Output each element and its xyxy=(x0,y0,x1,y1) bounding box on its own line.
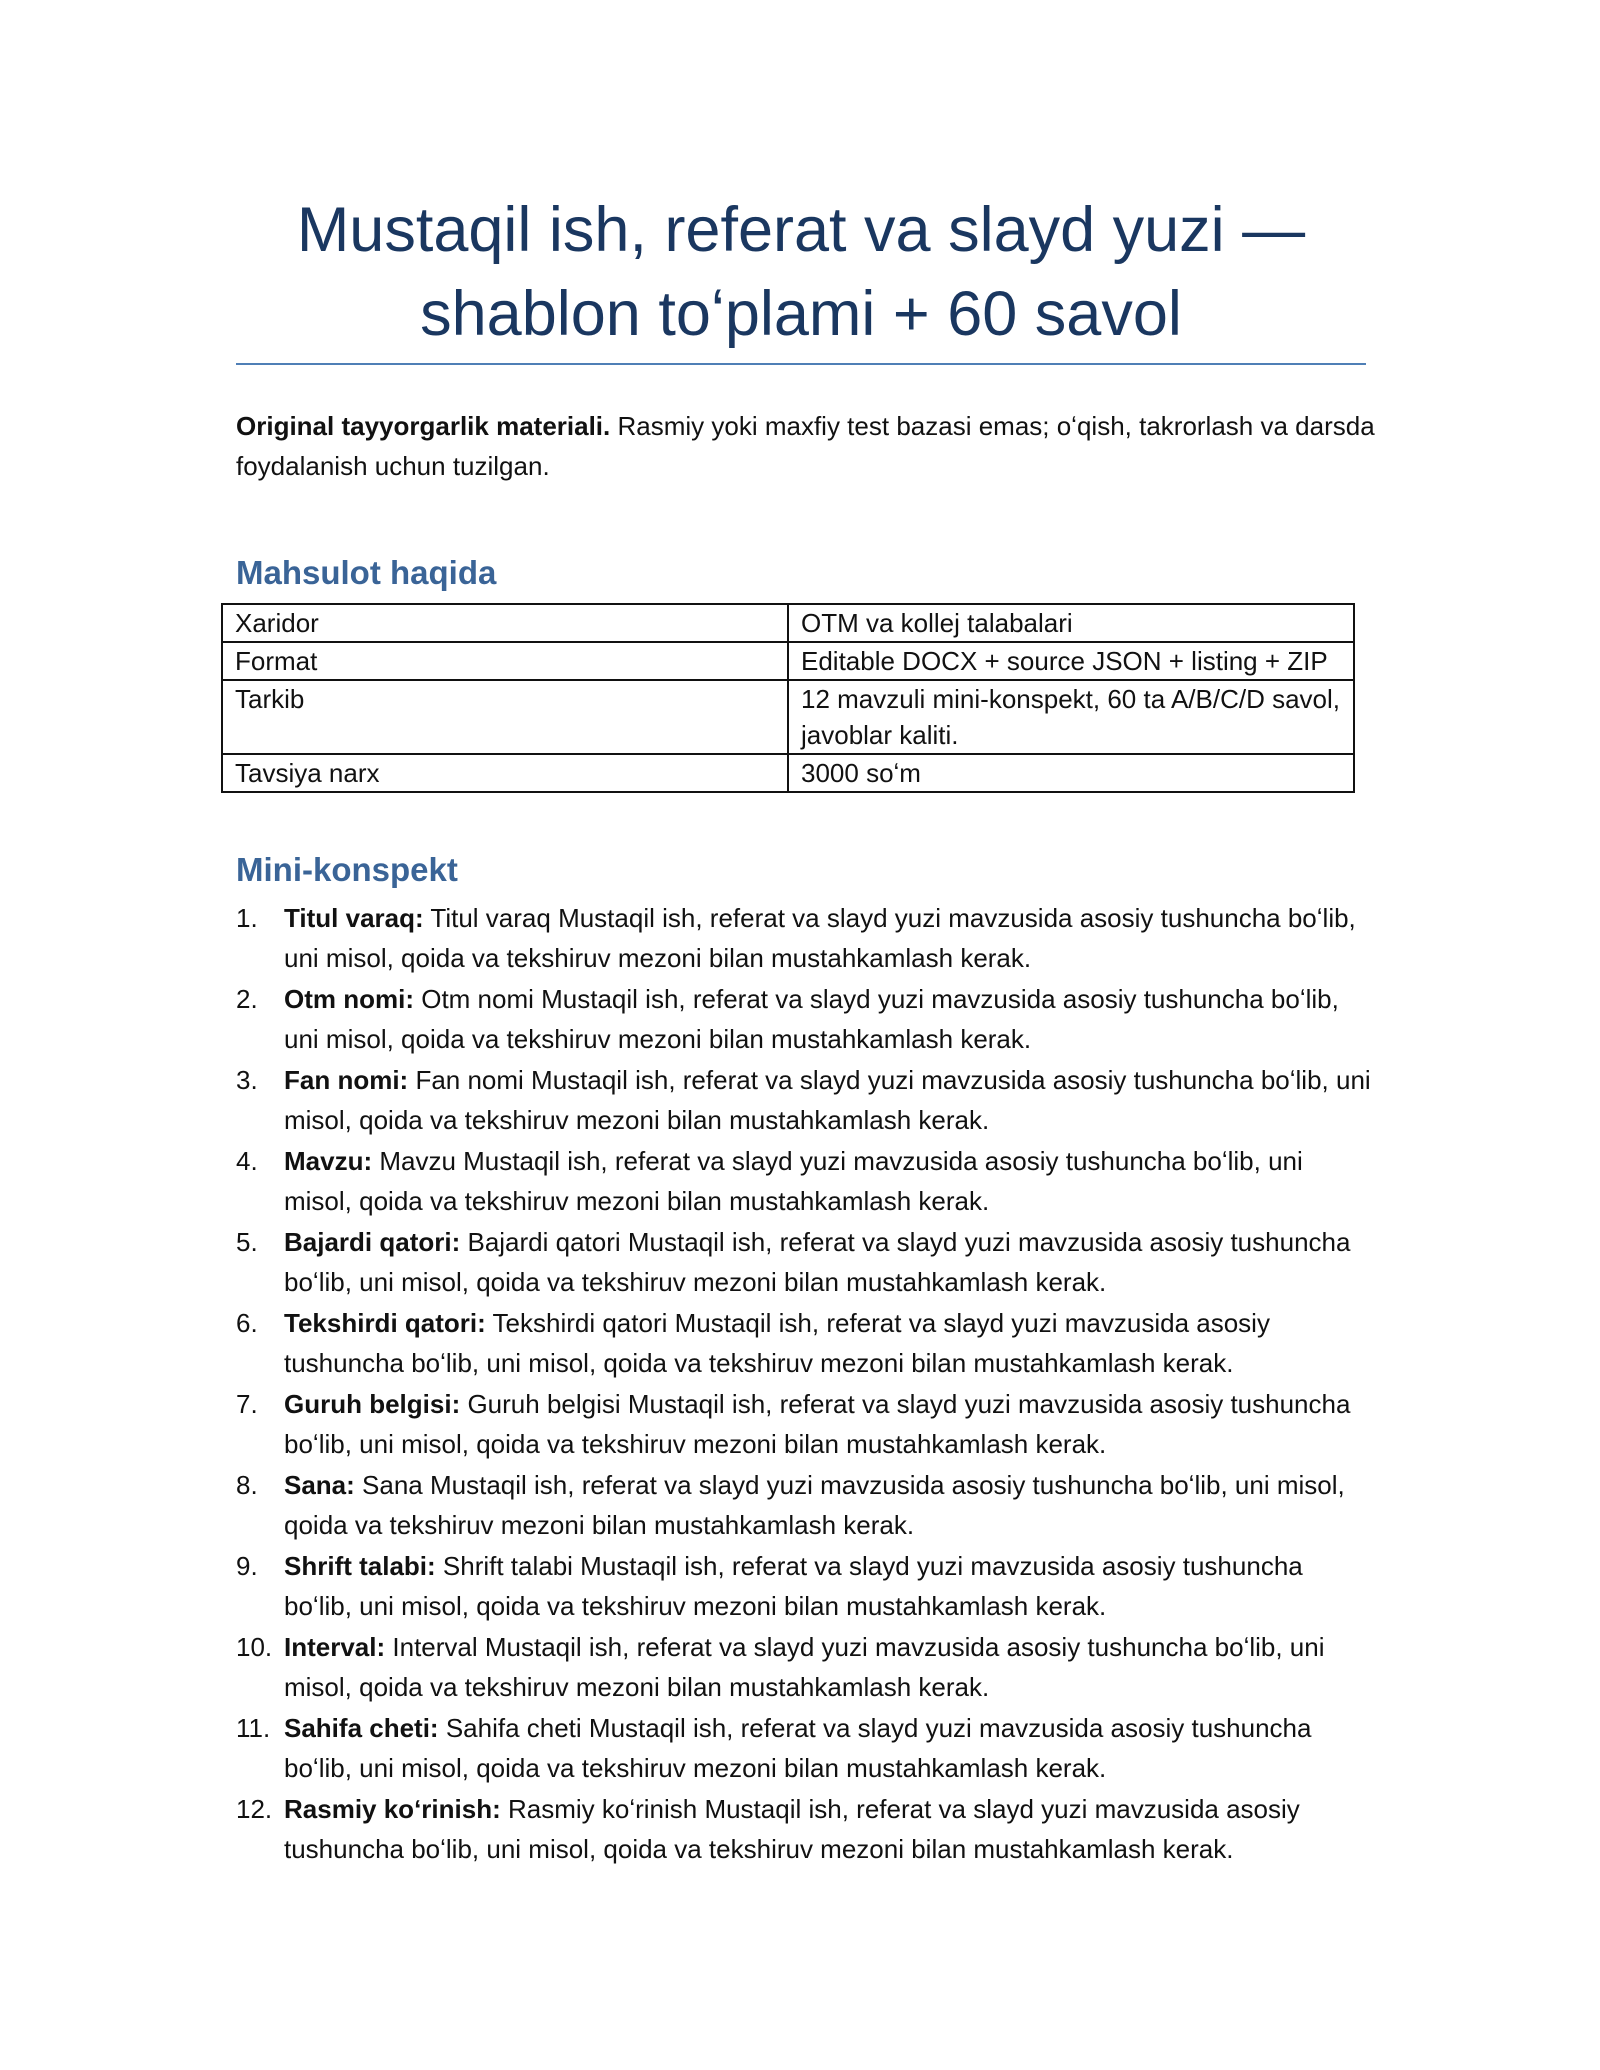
product-heading: Mahsulot haqida xyxy=(236,554,497,591)
list-text: Bajardi qatori Mustaqil ish, referat va slayd yuzi mavzusida asosiy tushuncha boʻlib, uni misol, qoida va tekshiruv mezoni bilan mustahkamlash kerak. xyxy=(284,1227,1351,1297)
list-term: Sahifa cheti: xyxy=(284,1713,439,1743)
table-cell-label: Tavsiya narx xyxy=(222,754,788,792)
list-text: Fan nomi Mustaqil ish, referat va slayd yuzi mavzusida asosiy tushuncha boʻlib, uni misol, qoida va tekshiruv mezoni bilan mustahkamlash kerak. xyxy=(284,1065,1371,1135)
intro-text: Rasmiy yoki maxfiy test bazasi emas; oʻqish, takrorlash va darsda foydalanish uchun tuzilgan. xyxy=(236,411,1375,481)
list-number: 9. xyxy=(236,1551,258,1581)
title-line-2: shablon toʻplami + 60 savol xyxy=(420,279,1182,349)
table-cell-label: Tarkib xyxy=(222,680,788,754)
list-term: Bajardi qatori: xyxy=(284,1227,461,1257)
list-number: 7. xyxy=(236,1389,258,1419)
list-number: 3. xyxy=(236,1065,258,1095)
mini-konspekt-heading: Mini-konspekt xyxy=(236,851,458,888)
list-item xyxy=(236,1303,1376,1383)
list-item xyxy=(236,979,1376,1059)
list-term: Rasmiy koʻrinish: xyxy=(284,1794,501,1824)
list-text: Shrift talabi Mustaqil ish, referat va slayd yuzi mavzusida asosiy tushuncha boʻlib, uni misol, qoida va tekshiruv mezoni bilan mustahkamlash kerak. xyxy=(284,1551,1303,1621)
title-line-1: Mustaqil ish, referat va slayd yuzi — xyxy=(296,195,1306,265)
list-text: Rasmiy koʻrinish Mustaqil ish, referat va slayd yuzi mavzusida asosiy tushuncha boʻlib, uni misol, qoida va tekshiruv mezoni bilan mustahkamlash kerak. xyxy=(284,1794,1300,1864)
list-number: 4. xyxy=(236,1146,258,1176)
list-text: Interval Mustaqil ish, referat va slayd yuzi mavzusida asosiy tushuncha boʻlib, uni misol, qoida va tekshiruv mezoni bilan mustahkamlash kerak. xyxy=(284,1632,1325,1702)
document-title xyxy=(236,188,1366,356)
list-text: Guruh belgisi Mustaqil ish, referat va slayd yuzi mavzusida asosiy tushuncha boʻlib, uni misol, qoida va tekshiruv mezoni bilan mustahkamlash kerak. xyxy=(284,1389,1351,1459)
list-text: Mavzu Mustaqil ish, referat va slayd yuzi mavzusida asosiy tushuncha boʻlib, uni misol, qoida va tekshiruv mezoni bilan mustahkamlash kerak. xyxy=(284,1146,1303,1216)
list-item xyxy=(236,1708,1376,1788)
title-underline xyxy=(236,363,1366,365)
intro-bold-lead: Original tayyorgarlik materiali. xyxy=(236,411,611,441)
list-item xyxy=(236,1141,1376,1221)
mini-konspekt-list xyxy=(236,898,1376,1870)
list-item xyxy=(236,1060,1376,1140)
table-cell-value: 3000 soʻm xyxy=(788,754,1354,792)
list-term: Otm nomi: xyxy=(284,984,414,1014)
list-item xyxy=(236,1627,1376,1707)
list-term: Interval: xyxy=(284,1632,386,1662)
table-row xyxy=(222,642,1354,680)
table-cell-value: OTM va kollej talabalari xyxy=(788,604,1354,642)
list-number: 2. xyxy=(236,984,258,1014)
list-text: Sana Mustaqil ish, referat va slayd yuzi mavzusida asosiy tushuncha boʻlib, uni misol, qoida va tekshiruv mezoni bilan mustahkamlash kerak. xyxy=(284,1470,1345,1540)
list-number: 12. xyxy=(236,1794,273,1824)
intro-paragraph xyxy=(236,406,1376,486)
list-item xyxy=(236,1222,1376,1302)
list-number: 8. xyxy=(236,1470,258,1500)
table-cell-value: 12 mavzuli mini-konspekt, 60 ta A/B/C/D savol, javoblar kaliti. xyxy=(788,680,1354,754)
list-text: Tekshirdi qatori Mustaqil ish, referat va slayd yuzi mavzusida asosiy tushuncha boʻlib, uni misol, qoida va tekshiruv mezoni bilan mustahkamlash kerak. xyxy=(284,1308,1270,1378)
list-item xyxy=(236,898,1376,978)
table-row xyxy=(222,754,1354,792)
list-number: 6. xyxy=(236,1308,258,1338)
list-item xyxy=(236,1465,1376,1545)
list-term: Fan nomi: xyxy=(284,1065,409,1095)
list-term: Mavzu: xyxy=(284,1146,373,1176)
table-cell-label: Xaridor xyxy=(222,604,788,642)
list-term: Titul varaq: xyxy=(284,903,424,933)
list-term: Shrift talabi: xyxy=(284,1551,436,1581)
product-table xyxy=(221,603,1355,793)
list-number: 1. xyxy=(236,903,258,933)
list-text: Titul varaq Mustaqil ish, referat va slayd yuzi mavzusida asosiy tushuncha boʻlib, uni misol, qoida va tekshiruv mezoni bilan mustahkamlash kerak. xyxy=(284,903,1356,973)
table-row xyxy=(222,604,1354,642)
table-cell-label: Format xyxy=(222,642,788,680)
table-row xyxy=(222,680,1354,754)
table-cell-value: Editable DOCX + source JSON + listing + ZIP xyxy=(788,642,1354,680)
list-item xyxy=(236,1789,1376,1869)
list-term: Guruh belgisi: xyxy=(284,1389,461,1419)
list-number: 11. xyxy=(236,1713,271,1743)
list-item xyxy=(236,1384,1376,1464)
list-number: 5. xyxy=(236,1227,258,1257)
list-text: Sahifa cheti Mustaqil ish, referat va slayd yuzi mavzusida asosiy tushuncha boʻlib, uni misol, qoida va tekshiruv mezoni bilan mustahkamlash kerak. xyxy=(284,1713,1312,1783)
list-number: 10. xyxy=(236,1632,273,1662)
list-text: Otm nomi Mustaqil ish, referat va slayd yuzi mavzusida asosiy tushuncha boʻlib, uni misol, qoida va tekshiruv mezoni bilan mustahkamlash kerak. xyxy=(284,984,1339,1054)
list-item xyxy=(236,1546,1376,1626)
list-term: Tekshirdi qatori: xyxy=(284,1308,486,1338)
list-term: Sana: xyxy=(284,1470,355,1500)
